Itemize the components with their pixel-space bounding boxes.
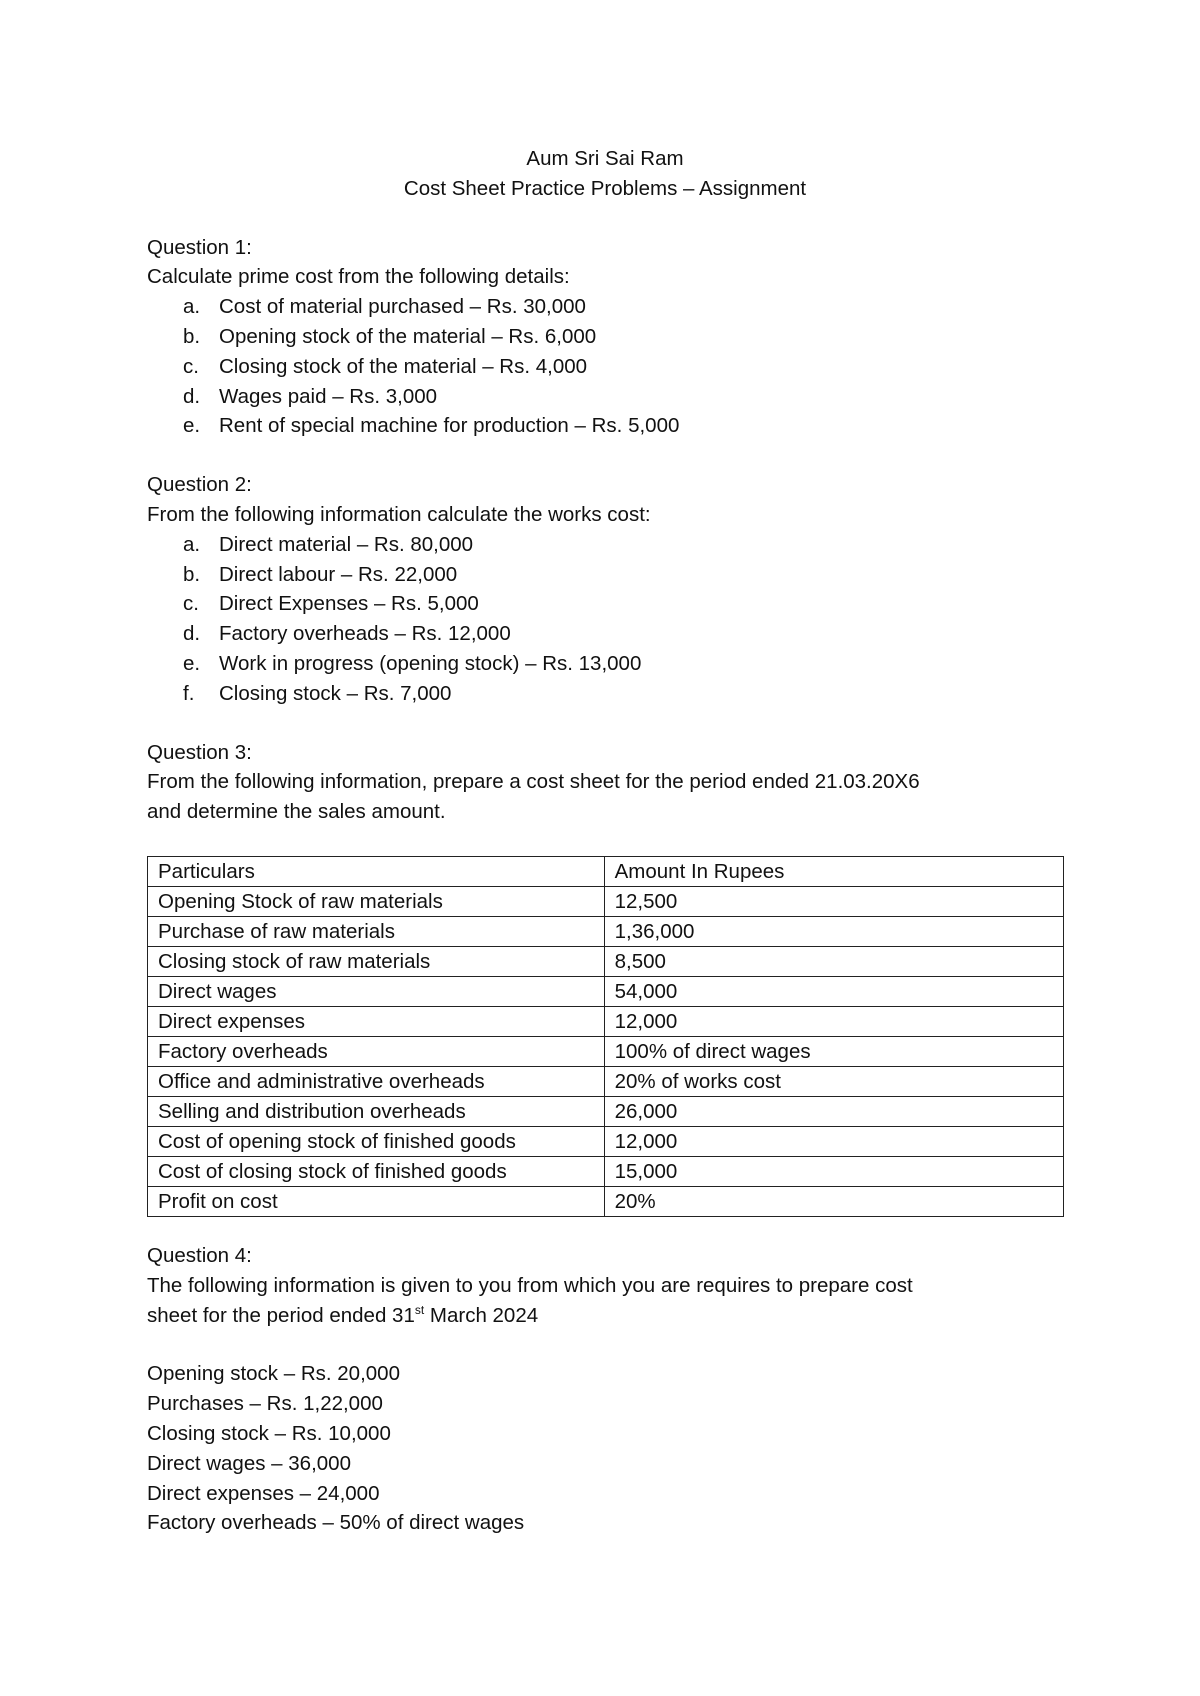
question-4-intro-line-1: The following information is given to you from which you are requires to prepare cost <box>147 1273 913 1297</box>
list-item: Opening stock – Rs. 20,000 <box>147 1362 400 1386</box>
list-marker: d. <box>183 622 201 646</box>
table-cell: 20% of works cost <box>604 1066 1063 1096</box>
list-marker: d. <box>183 384 201 408</box>
table-cell: 15,000 <box>604 1156 1063 1186</box>
table-cell: 26,000 <box>604 1096 1063 1126</box>
table-cell: 100% of direct wages <box>604 1036 1063 1066</box>
list-marker: c. <box>183 592 199 616</box>
list-item-text: Rent of special machine for production – Rs. 5,000 <box>219 414 680 438</box>
question-1-heading: Question 1: <box>147 235 252 259</box>
table-cell: Closing stock of raw materials <box>148 946 605 976</box>
table-row <box>148 886 1064 916</box>
table-cell: Factory overheads <box>148 1036 605 1066</box>
table-cell: 12,000 <box>604 1126 1063 1156</box>
table-row <box>148 1126 1064 1156</box>
list-item <box>147 352 1067 382</box>
table-row <box>148 1036 1064 1066</box>
list-item <box>147 560 1067 590</box>
list-item <box>147 589 1067 619</box>
table-cell: Selling and distribution overheads <box>148 1096 605 1126</box>
table-cell: Opening Stock of raw materials <box>148 886 605 916</box>
list-item-text: Closing stock of the material – Rs. 4,000 <box>219 354 588 378</box>
table-cell: Direct wages <box>148 976 605 1006</box>
list-item-text: Factory overheads – Rs. 12,000 <box>219 622 511 646</box>
list-item: Factory overheads – 50% of direct wages <box>147 1511 525 1535</box>
intro-text: March 2024 <box>424 1303 539 1327</box>
table-row <box>148 916 1064 946</box>
intro-text: sheet for the period ended 31 <box>147 1303 415 1327</box>
list-item-text: Work in progress (opening stock) – Rs. 13,000 <box>219 651 642 675</box>
list-marker: e. <box>183 651 201 675</box>
table-cell: Direct expenses <box>148 1006 605 1036</box>
list-item <box>147 292 1067 322</box>
question-3-intro-line-2: and determine the sales amount. <box>147 800 446 824</box>
table-cell: 12,500 <box>604 886 1063 916</box>
list-item <box>147 619 1067 649</box>
table-cell: 12,000 <box>604 1006 1063 1036</box>
list-item <box>147 411 1067 441</box>
question-4 <box>147 1241 1067 1538</box>
question-2-heading: Question 2: <box>147 473 252 497</box>
list-item-text: Opening stock of the material – Rs. 6,000 <box>219 324 597 348</box>
question-1-intro: Calculate prime cost from the following details: <box>147 265 570 289</box>
question-2 <box>147 470 1067 708</box>
table-cell: 20% <box>604 1186 1063 1216</box>
question-3 <box>147 738 1067 1217</box>
question-3-intro-line-1: From the following information, prepare a cost sheet for the period ended 21.03.20X6 <box>147 770 920 794</box>
question-2-intro: From the following information calculate the works cost: <box>147 502 651 526</box>
list-item: Purchases – Rs. 1,22,000 <box>147 1392 383 1416</box>
table-row <box>148 1006 1064 1036</box>
table-cell: Cost of opening stock of finished goods <box>148 1126 605 1156</box>
question-4-heading: Question 4: <box>147 1243 252 1267</box>
list-marker: c. <box>183 354 199 378</box>
list-item-text: Closing stock – Rs. 7,000 <box>219 681 452 705</box>
table-header-row <box>148 856 1064 886</box>
table-row <box>148 976 1064 1006</box>
particulars-table <box>147 856 1064 1217</box>
document-header <box>147 144 1063 204</box>
table-row <box>148 946 1064 976</box>
table-cell: Cost of closing stock of finished goods <box>148 1156 605 1186</box>
table-cell: 54,000 <box>604 976 1063 1006</box>
table-cell: Purchase of raw materials <box>148 916 605 946</box>
question-3-heading: Question 3: <box>147 740 252 764</box>
list-marker: a. <box>183 295 201 319</box>
list-item: Closing stock – Rs. 10,000 <box>147 1421 391 1445</box>
list-marker: a. <box>183 532 201 556</box>
list-item <box>147 382 1067 412</box>
list-marker: b. <box>183 324 201 348</box>
table-header-cell: Amount In Rupees <box>604 856 1063 886</box>
list-item <box>147 322 1067 352</box>
list-item-text: Direct Expenses – Rs. 5,000 <box>219 592 479 616</box>
header-invocation: Aum Sri Sai Ram <box>526 147 684 170</box>
list-marker: b. <box>183 562 201 586</box>
table-cell: Office and administrative overheads <box>148 1066 605 1096</box>
table-row <box>148 1096 1064 1126</box>
list-item-text: Direct material – Rs. 80,000 <box>219 532 474 556</box>
list-item-text: Direct labour – Rs. 22,000 <box>219 562 458 586</box>
table-row <box>148 1066 1064 1096</box>
table-header-cell: Particulars <box>148 856 605 886</box>
list-marker: f. <box>183 681 195 705</box>
table-row <box>148 1186 1064 1216</box>
question-4-intro-line-2 <box>147 1301 1067 1331</box>
list-item-text: Cost of material purchased – Rs. 30,000 <box>219 295 586 319</box>
ordinal-suffix: st <box>414 1302 425 1317</box>
question-1 <box>147 233 1067 442</box>
table-cell: Profit on cost <box>148 1186 605 1216</box>
list-item <box>147 649 1067 679</box>
document-title: Cost Sheet Practice Problems – Assignment <box>403 176 807 200</box>
list-marker: e. <box>183 414 201 438</box>
table-row <box>148 1156 1064 1186</box>
table-cell: 8,500 <box>604 946 1063 976</box>
list-item <box>147 679 1067 709</box>
document-page <box>147 144 1067 1538</box>
list-item <box>147 530 1067 560</box>
list-item: Direct wages – 36,000 <box>147 1451 351 1475</box>
list-item: Direct expenses – 24,000 <box>147 1481 380 1505</box>
list-item-text: Wages paid – Rs. 3,000 <box>219 384 438 408</box>
table-cell: 1,36,000 <box>604 916 1063 946</box>
